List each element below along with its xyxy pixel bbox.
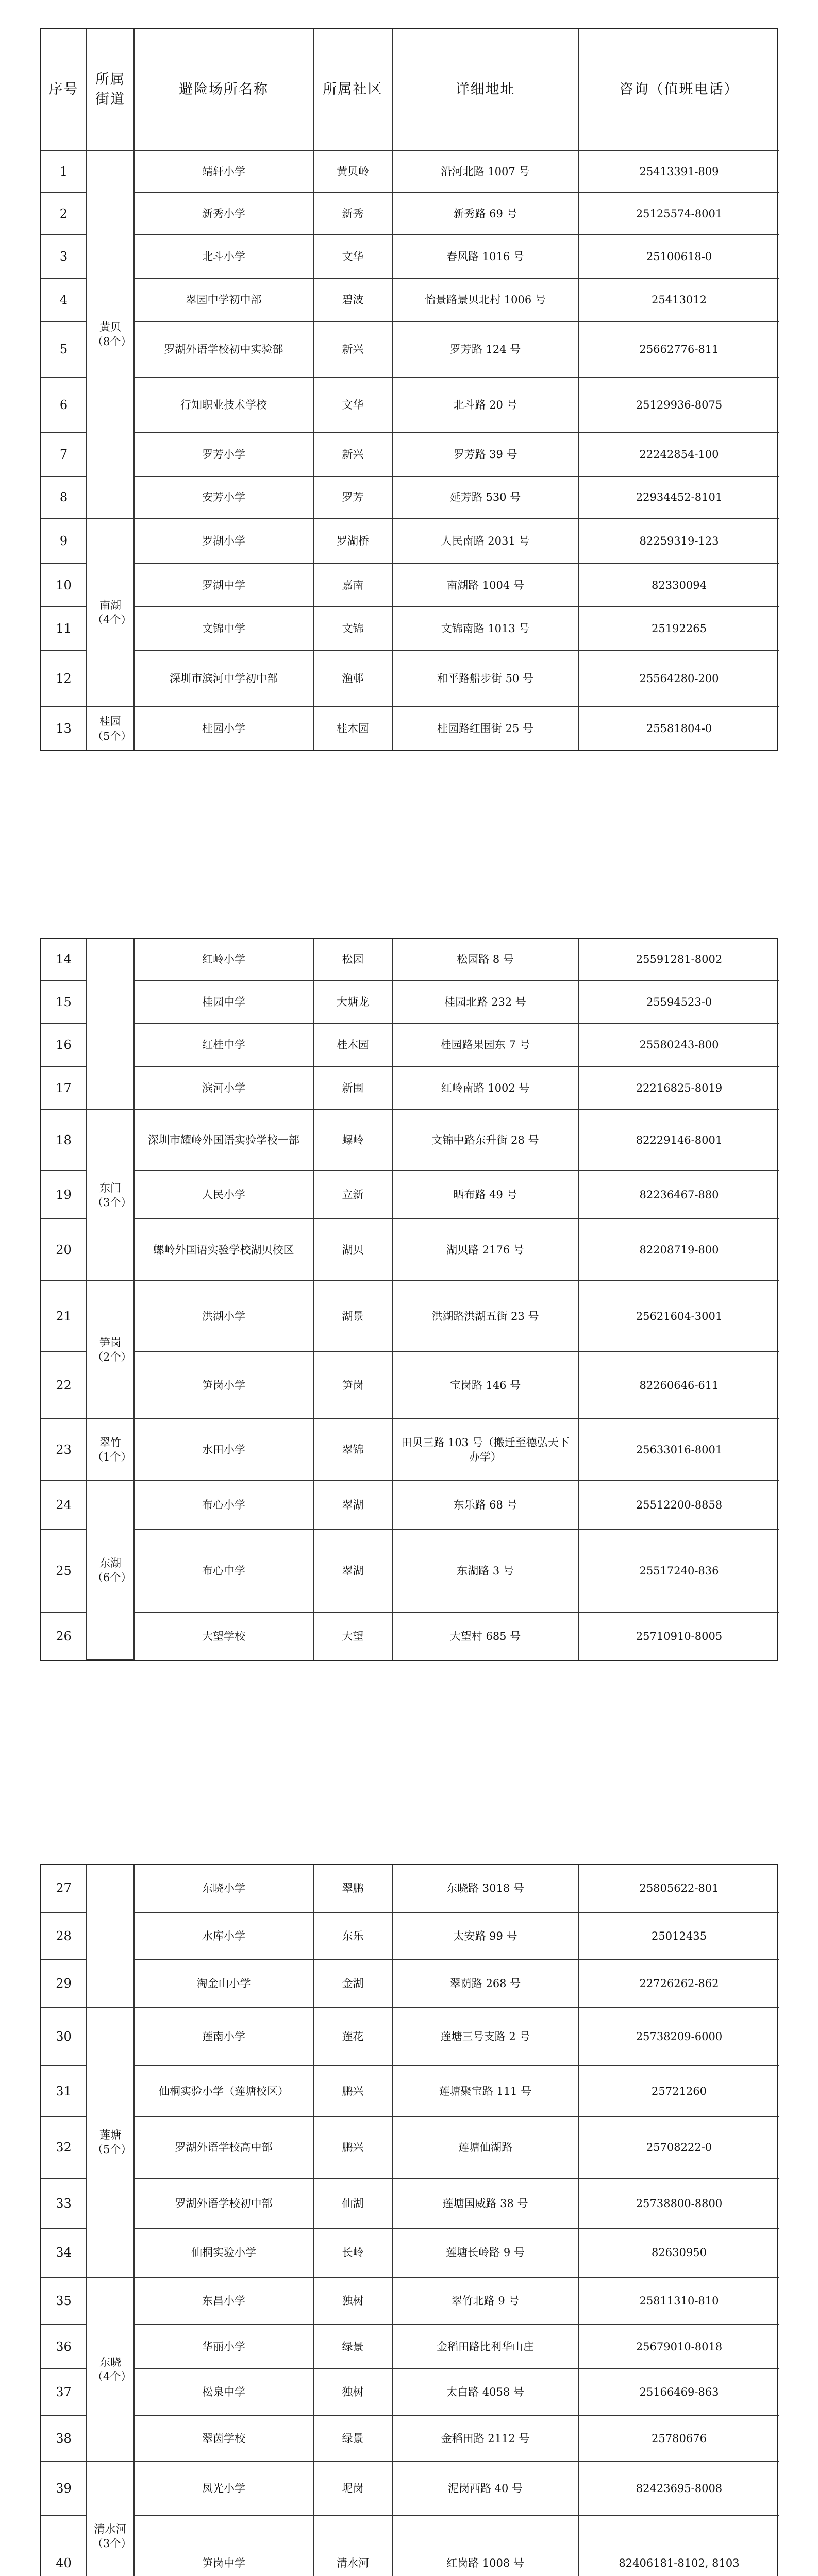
row-number: 13 <box>41 707 87 750</box>
table-row <box>41 607 779 650</box>
address: 太白路 4058 号 <box>392 2369 578 2415</box>
community: 螺岭 <box>313 1110 392 1171</box>
header-row <box>41 29 779 150</box>
table-row <box>41 150 779 193</box>
shelter-name: 笋岗中学 <box>134 2515 313 2576</box>
phone: 25780676 <box>578 2415 779 2462</box>
table-row <box>41 1481 779 1529</box>
shelter-name: 桂园小学 <box>134 707 313 750</box>
community: 新兴 <box>313 321 392 377</box>
shelter-name: 翠园中学初中部 <box>134 278 313 321</box>
community: 新兴 <box>313 433 392 476</box>
table-row <box>41 2462 779 2515</box>
phone: 25580243-800 <box>578 1023 779 1066</box>
address: 和平路船步街 50 号 <box>392 650 578 707</box>
table-row <box>41 2116 779 2179</box>
table-row <box>41 433 779 476</box>
column-header: 所属社区 <box>313 29 392 150</box>
shelter-name: 东晓小学 <box>134 1865 313 1912</box>
address: 太安路 99 号 <box>392 1912 578 1960</box>
column-header: 序号 <box>41 29 87 150</box>
table-row <box>41 1023 779 1066</box>
row-number: 40 <box>41 2515 87 2576</box>
row-number: 23 <box>41 1419 87 1481</box>
community: 文华 <box>313 377 392 433</box>
column-header: 避险场所名称 <box>134 29 313 150</box>
row-number: 31 <box>41 2066 87 2116</box>
address: 南湖路 1004 号 <box>392 564 578 607</box>
phone: 25738800-8800 <box>578 2179 779 2228</box>
shelter-table <box>41 939 779 1660</box>
phone: 82260646-611 <box>578 1352 779 1419</box>
row-number: 1 <box>41 150 87 193</box>
row-number: 3 <box>41 235 87 278</box>
row-number: 15 <box>41 981 87 1023</box>
shelter-name: 洪湖小学 <box>134 1281 313 1352</box>
phone: 25708222-0 <box>578 2116 779 2179</box>
street-cell: 莲塘（5个） <box>87 2007 134 2277</box>
table-row <box>41 2179 779 2228</box>
column-header: 详细地址 <box>392 29 578 150</box>
row-number: 7 <box>41 433 87 476</box>
row-number: 29 <box>41 1960 87 2007</box>
shelter-name: 罗湖外语学校高中部 <box>134 2116 313 2179</box>
shelter-name: 东昌小学 <box>134 2277 313 2325</box>
address: 罗芳路 39 号 <box>392 433 578 476</box>
table-row <box>41 2228 779 2277</box>
shelter-name: 罗湖外语学校初中部 <box>134 2179 313 2228</box>
community: 莲花 <box>313 2007 392 2066</box>
shelter-name: 深圳市耀岭外国语实验学校一部 <box>134 1110 313 1171</box>
address: 桂园北路 232 号 <box>392 981 578 1023</box>
shelter-name: 北斗小学 <box>134 235 313 278</box>
address: 桂园路红围街 25 号 <box>392 707 578 750</box>
shelter-name: 水库小学 <box>134 1912 313 1960</box>
row-number: 21 <box>41 1281 87 1352</box>
community: 独树 <box>313 2277 392 2325</box>
address: 人民南路 2031 号 <box>392 518 578 564</box>
row-number: 16 <box>41 1023 87 1066</box>
phone: 22934452-8101 <box>578 476 779 518</box>
address: 桂园路果园东 7 号 <box>392 1023 578 1066</box>
table-row <box>41 650 779 707</box>
address: 东乐路 68 号 <box>392 1481 578 1529</box>
address: 春风路 1016 号 <box>392 235 578 278</box>
community: 桂木园 <box>313 1023 392 1066</box>
street-cell: 东门（3个） <box>87 1110 134 1281</box>
community: 新围 <box>313 1066 392 1110</box>
community: 金湖 <box>313 1960 392 2007</box>
table-row <box>41 1219 779 1281</box>
community: 鹏兴 <box>313 2116 392 2179</box>
phone: 25721260 <box>578 2066 779 2116</box>
community: 新秀 <box>313 193 392 235</box>
street-cell: 南湖（4个） <box>87 518 134 707</box>
row-number: 34 <box>41 2228 87 2277</box>
phone: 25517240-836 <box>578 1529 779 1613</box>
shelter-name: 翠茵学校 <box>134 2415 313 2462</box>
phone: 25679010-8018 <box>578 2325 779 2369</box>
table-row <box>41 1960 779 2007</box>
address: 金稻田路比利华山庄 <box>392 2325 578 2369</box>
address: 翠荫路 268 号 <box>392 1960 578 2007</box>
table-row <box>41 1066 779 1110</box>
community: 黄贝岭 <box>313 150 392 193</box>
row-number: 5 <box>41 321 87 377</box>
address: 田贝三路 103 号（搬迁至德弘天下办学） <box>392 1419 578 1481</box>
address: 金稻田路 2112 号 <box>392 2415 578 2462</box>
phone: 25633016-8001 <box>578 1419 779 1481</box>
phone: 25129936-8075 <box>578 377 779 433</box>
row-number: 12 <box>41 650 87 707</box>
community: 笋岗 <box>313 1352 392 1419</box>
shelter-name: 桂园中学 <box>134 981 313 1023</box>
phone: 22242854-100 <box>578 433 779 476</box>
phone: 22216825-8019 <box>578 1066 779 1110</box>
row-number: 14 <box>41 939 87 981</box>
row-number: 19 <box>41 1171 87 1219</box>
shelter-name: 笋岗小学 <box>134 1352 313 1419</box>
table-row <box>41 564 779 607</box>
shelter-name: 布心中学 <box>134 1529 313 1613</box>
street-cell: 东湖（6个） <box>87 1481 134 1660</box>
street-cell: 清水河（3个） <box>87 2462 134 2576</box>
row-number: 38 <box>41 2415 87 2462</box>
phone: 25512200-8858 <box>578 1481 779 1529</box>
table-row <box>41 2066 779 2116</box>
table-row <box>41 2277 779 2325</box>
row-number: 27 <box>41 1865 87 1912</box>
table-row <box>41 1419 779 1481</box>
community: 渔邨 <box>313 650 392 707</box>
row-number: 37 <box>41 2369 87 2415</box>
phone: 82630950 <box>578 2228 779 2277</box>
community: 东乐 <box>313 1912 392 1960</box>
community: 翠湖 <box>313 1529 392 1613</box>
phone: 25192265 <box>578 607 779 650</box>
address: 红岗路 1008 号 <box>392 2515 578 2576</box>
row-number: 30 <box>41 2007 87 2066</box>
table-row <box>41 2415 779 2462</box>
address: 莲塘长岭路 9 号 <box>392 2228 578 2277</box>
community: 文锦 <box>313 607 392 650</box>
table-row <box>41 981 779 1023</box>
row-number: 9 <box>41 518 87 564</box>
address: 莲塘聚宝路 111 号 <box>392 2066 578 2116</box>
street-cell: 笋岗（2个） <box>87 1281 134 1419</box>
shelter-name: 罗湖外语学校初中实验部 <box>134 321 313 377</box>
table-row <box>41 1171 779 1219</box>
community: 翠鹏 <box>313 1865 392 1912</box>
address: 洪湖路洪湖五街 23 号 <box>392 1281 578 1352</box>
community: 罗湖桥 <box>313 518 392 564</box>
row-number: 2 <box>41 193 87 235</box>
row-number: 28 <box>41 1912 87 1960</box>
address: 宝岗路 146 号 <box>392 1352 578 1419</box>
community: 碧波 <box>313 278 392 321</box>
address: 泥岗西路 40 号 <box>392 2462 578 2515</box>
shelter-name: 安芳小学 <box>134 476 313 518</box>
table-row <box>41 1613 779 1660</box>
shelter-name: 罗湖小学 <box>134 518 313 564</box>
community: 清水河 <box>313 2515 392 2576</box>
shelter-name: 水田小学 <box>134 1419 313 1481</box>
shelter-name: 淘金山小学 <box>134 1960 313 2007</box>
table-row <box>41 1912 779 1960</box>
shelter-name: 罗湖中学 <box>134 564 313 607</box>
address: 翠竹北路 9 号 <box>392 2277 578 2325</box>
column-header: 咨询（值班电话） <box>578 29 779 150</box>
address: 晒布路 49 号 <box>392 1171 578 1219</box>
address: 莲塘国威路 38 号 <box>392 2179 578 2228</box>
shelter-name: 靖轩小学 <box>134 150 313 193</box>
address: 怡景路景贝北村 1006 号 <box>392 278 578 321</box>
row-number: 17 <box>41 1066 87 1110</box>
phone: 25166469-863 <box>578 2369 779 2415</box>
table-row <box>41 1529 779 1613</box>
address: 罗芳路 124 号 <box>392 321 578 377</box>
column-header: 所属街道 <box>87 29 134 150</box>
row-number: 22 <box>41 1352 87 1419</box>
street-cell: 黄贝（8个） <box>87 150 134 518</box>
shelter-name: 行知职业技术学校 <box>134 377 313 433</box>
address: 文锦南路 1013 号 <box>392 607 578 650</box>
phone: 25125574-8001 <box>578 193 779 235</box>
community: 立新 <box>313 1171 392 1219</box>
phone: 25662776-811 <box>578 321 779 377</box>
shelter-table <box>41 29 779 750</box>
table-row <box>41 193 779 235</box>
community: 文华 <box>313 235 392 278</box>
community: 湖贝 <box>313 1219 392 1281</box>
community: 大塘龙 <box>313 981 392 1023</box>
phone: 82406181-8102, 8103 <box>578 2515 779 2576</box>
address: 湖贝路 2176 号 <box>392 1219 578 1281</box>
community: 独树 <box>313 2369 392 2415</box>
table-row <box>41 707 779 750</box>
phone: 82423695-8008 <box>578 2462 779 2515</box>
shelter-name: 仙桐实验小学 <box>134 2228 313 2277</box>
street-cell: 东晓（4个） <box>87 2277 134 2462</box>
community: 长岭 <box>313 2228 392 2277</box>
row-number: 8 <box>41 476 87 518</box>
shelter-name: 螺岭外国语实验学校湖贝校区 <box>134 1219 313 1281</box>
row-number: 26 <box>41 1613 87 1660</box>
community: 嘉南 <box>313 564 392 607</box>
address: 延芳路 530 号 <box>392 476 578 518</box>
phone: 22726262-862 <box>578 1960 779 2007</box>
row-number: 35 <box>41 2277 87 2325</box>
shelter-name: 凤光小学 <box>134 2462 313 2515</box>
address: 沿河北路 1007 号 <box>392 150 578 193</box>
row-number: 24 <box>41 1481 87 1529</box>
row-number: 6 <box>41 377 87 433</box>
phone: 25710910-8005 <box>578 1613 779 1660</box>
phone: 25413391-809 <box>578 150 779 193</box>
shelter-name: 人民小学 <box>134 1171 313 1219</box>
phone: 25591281-8002 <box>578 939 779 981</box>
address: 北斗路 20 号 <box>392 377 578 433</box>
row-number: 18 <box>41 1110 87 1171</box>
table-row <box>41 2369 779 2415</box>
phone: 25564280-200 <box>578 650 779 707</box>
shelter-name: 红岭小学 <box>134 939 313 981</box>
shelter-name: 文锦中学 <box>134 607 313 650</box>
row-number: 36 <box>41 2325 87 2369</box>
street-cell: 翠竹（1个） <box>87 1419 134 1481</box>
address: 莲塘仙湖路 <box>392 2116 578 2179</box>
shelter-name: 布心小学 <box>134 1481 313 1529</box>
table-sheet <box>40 1864 778 2576</box>
community: 绿景 <box>313 2325 392 2369</box>
table-sheet <box>40 938 778 1661</box>
address: 大望村 685 号 <box>392 1613 578 1660</box>
shelter-name: 滨河小学 <box>134 1066 313 1110</box>
table-row <box>41 321 779 377</box>
street-cell: 桂园（5个） <box>87 707 134 750</box>
table-row <box>41 278 779 321</box>
address: 东晓路 3018 号 <box>392 1865 578 1912</box>
community: 翠锦 <box>313 1419 392 1481</box>
phone: 25811310-810 <box>578 2277 779 2325</box>
address: 东湖路 3 号 <box>392 1529 578 1613</box>
table-row <box>41 1110 779 1171</box>
community: 绿景 <box>313 2415 392 2462</box>
phone: 82259319-123 <box>578 518 779 564</box>
community: 湖景 <box>313 1281 392 1352</box>
table-sheet <box>40 28 778 751</box>
address: 莲塘三号支路 2 号 <box>392 2007 578 2066</box>
row-number: 10 <box>41 564 87 607</box>
shelter-name: 仙桐实验小学（莲塘校区） <box>134 2066 313 2116</box>
table-row <box>41 2515 779 2576</box>
phone: 25738209-6000 <box>578 2007 779 2066</box>
phone: 25805622-801 <box>578 1865 779 1912</box>
shelter-name: 红桂中学 <box>134 1023 313 1066</box>
table-row <box>41 939 779 981</box>
row-number: 11 <box>41 607 87 650</box>
community: 大望 <box>313 1613 392 1660</box>
phone: 82236467-880 <box>578 1171 779 1219</box>
street-cell <box>87 939 134 1110</box>
community: 坭岗 <box>313 2462 392 2515</box>
shelter-table <box>41 1865 779 2576</box>
community: 松园 <box>313 939 392 981</box>
phone: 25413012 <box>578 278 779 321</box>
table-row <box>41 1352 779 1419</box>
address: 红岭南路 1002 号 <box>392 1066 578 1110</box>
community: 桂木园 <box>313 707 392 750</box>
phone: 25100618-0 <box>578 235 779 278</box>
table-row <box>41 2325 779 2369</box>
row-number: 4 <box>41 278 87 321</box>
table-row <box>41 1281 779 1352</box>
phone: 25594523-0 <box>578 981 779 1023</box>
row-number: 39 <box>41 2462 87 2515</box>
community: 鹏兴 <box>313 2066 392 2116</box>
community: 翠湖 <box>313 1481 392 1529</box>
table-row <box>41 1865 779 1912</box>
shelter-name: 松泉中学 <box>134 2369 313 2415</box>
row-number: 32 <box>41 2116 87 2179</box>
phone: 25621604-3001 <box>578 1281 779 1352</box>
phone: 82330094 <box>578 564 779 607</box>
table-row <box>41 476 779 518</box>
address: 新秀路 69 号 <box>392 193 578 235</box>
table-row <box>41 377 779 433</box>
shelter-name: 罗芳小学 <box>134 433 313 476</box>
phone: 82208719-800 <box>578 1219 779 1281</box>
shelter-name: 大望学校 <box>134 1613 313 1660</box>
table-row <box>41 235 779 278</box>
row-number: 33 <box>41 2179 87 2228</box>
address: 松园路 8 号 <box>392 939 578 981</box>
shelter-name: 莲南小学 <box>134 2007 313 2066</box>
row-number: 20 <box>41 1219 87 1281</box>
table-row <box>41 518 779 564</box>
community: 仙湖 <box>313 2179 392 2228</box>
shelter-name: 深圳市滨河中学初中部 <box>134 650 313 707</box>
row-number: 25 <box>41 1529 87 1613</box>
phone: 82229146-8001 <box>578 1110 779 1171</box>
address: 文锦中路东升街 28 号 <box>392 1110 578 1171</box>
phone: 25581804-0 <box>578 707 779 750</box>
community: 罗芳 <box>313 476 392 518</box>
shelter-name: 华丽小学 <box>134 2325 313 2369</box>
street-cell <box>87 1865 134 2007</box>
table-row <box>41 2007 779 2066</box>
phone: 25012435 <box>578 1912 779 1960</box>
shelter-name: 新秀小学 <box>134 193 313 235</box>
